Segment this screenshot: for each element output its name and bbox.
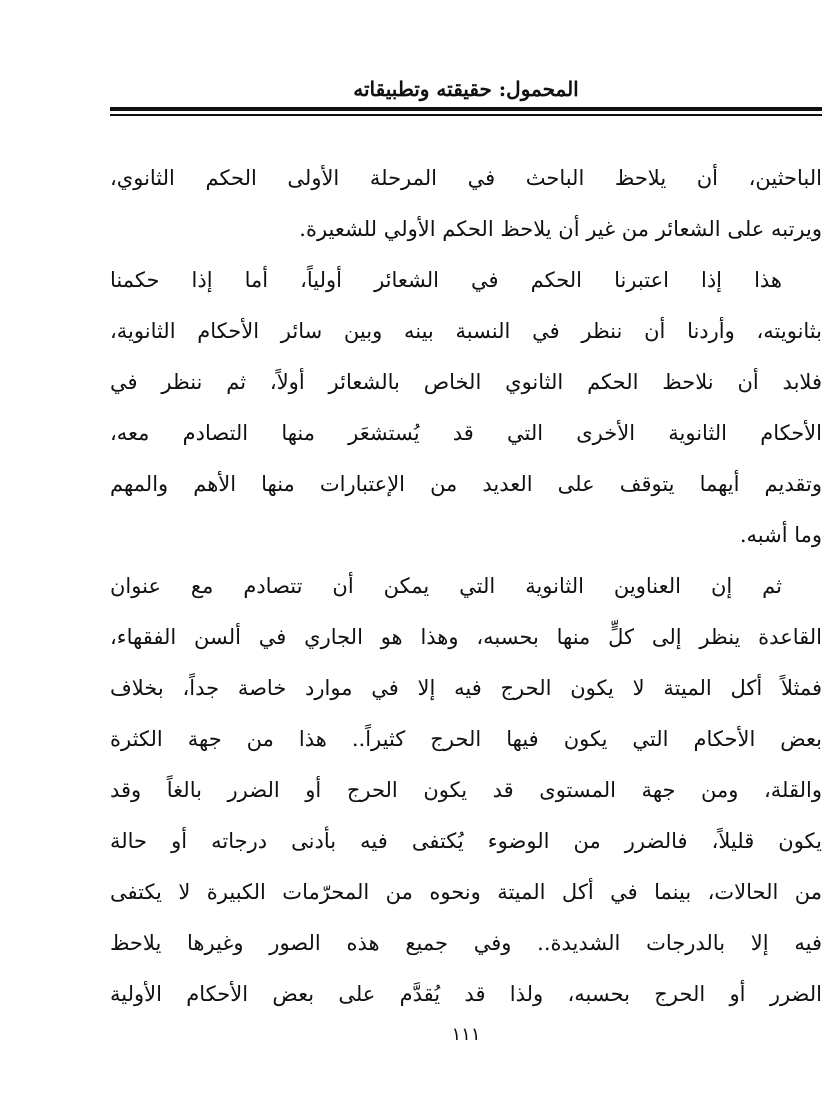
text-line: فلابد أن نلاحظ الحكم الثانوي الخاص بالشعائر أولاً، ثم ننظر في [110, 370, 822, 394]
body-text [110, 153, 822, 1020]
text-line: بعض الأحكام التي يكون فيها الحرج كثيراً.. هذا من جهة الكثرة [110, 727, 822, 751]
running-header-title: المحمول: حقيقته وتطبيقاته [353, 77, 579, 101]
text-line: بثانويته، وأردنا أن ننظر في النسبة بينه وبين سائر الأحكام الثانوية، [110, 319, 822, 343]
header-rule-thick [110, 107, 822, 111]
page-number: ١١١ [451, 1024, 481, 1045]
text-line: ويرتبه على الشعائر من غير أن يلاحظ الحكم الأولي للشعيرة. [299, 217, 822, 241]
text-line: الضرر أو الحرج بحسبه، ولذا قد يُقدَّم على بعض الأحكام الأولية [110, 982, 822, 1006]
text-line: والقلة، ومن جهة المستوى قد يكون الحرج أو الضرر بالغاً وقد [110, 778, 822, 802]
text-line: الأحكام الثانوية الأخرى التي قد يُستشعَر منها التصادم معه، [110, 421, 822, 445]
text-line: يكون قليلاً، فالضرر من الوضوء يُكتفى فيه بأدنى درجاته أو حالة [110, 829, 822, 853]
header-rule-thin [110, 114, 822, 116]
text-line: الباحثين، أن يلاحظ الباحث في المرحلة الأولى الحكم الثانوي، [110, 166, 822, 190]
text-line: فيه إلا بالدرجات الشديدة.. وفي جميع هذه الصور وغيرها يلاحظ [110, 931, 822, 955]
text-line: من الحالات، بينما في أكل الميتة ونحوه من المحرّمات الكبيرة لا يكتفى [110, 880, 822, 904]
text-line: فمثلاً أكل الميتة لا يكون الحرج فيه إلا في موارد خاصة جداً، بخلاف [110, 676, 822, 700]
text-line: وما أشبه. [739, 523, 822, 547]
text-line: هذا إذا اعتبرنا الحكم في الشعائر أولياً، أما إذا حكمنا [110, 268, 782, 292]
text-line: القاعدة ينظر إلى كلٍّ منها بحسبه، وهذا هو الجاري في ألسن الفقهاء، [110, 625, 822, 649]
text-line: ثم إن العناوين الثانوية التي يمكن أن تتصادم مع عنوان [110, 574, 782, 598]
text-line: وتقديم أيهما يتوقف على العديد من الإعتبارات منها الأهم والمهم [110, 472, 822, 496]
